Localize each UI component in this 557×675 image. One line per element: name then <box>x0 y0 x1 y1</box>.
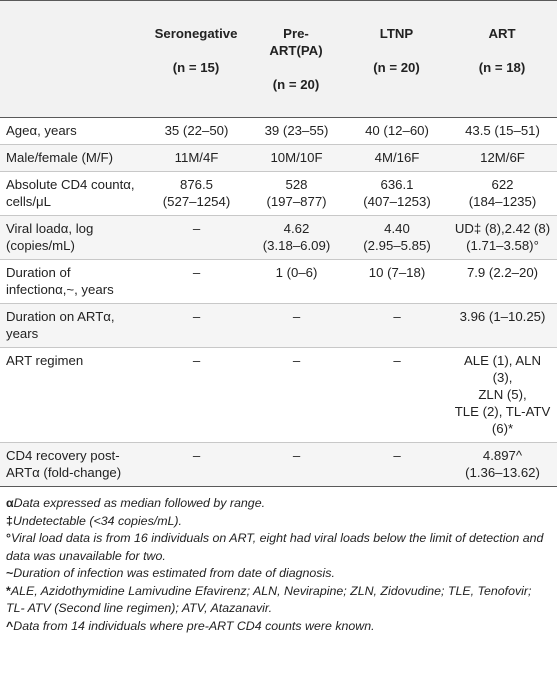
cell-art: UD‡ (8),2.42 (8) (1.71–3.58)° <box>447 216 557 260</box>
cell-pre-art: 1 (0–6) <box>246 260 346 304</box>
header-cell-seronegative <box>146 1 246 118</box>
cell-ltnp: 4.40 (2.95–5.85) <box>346 216 447 260</box>
footnote-symbol: * <box>6 583 11 598</box>
header-n: (n = 20) <box>272 77 320 92</box>
footnote-text: Duration of infection was estimated from date of diagnosis. <box>13 566 335 580</box>
cell-ltnp: 636.1 (407–1253) <box>346 172 447 216</box>
table-row <box>0 443 557 487</box>
table-row <box>0 260 557 304</box>
row-label: Duration on ARTα, years <box>0 304 146 348</box>
row-label: Absolute CD4 countα, cells/μL <box>0 172 146 216</box>
header-n: (n = 20) <box>373 60 420 75</box>
row-label: ART regimen <box>0 348 146 443</box>
table-row <box>0 216 557 260</box>
header-cell-pre-art <box>246 1 346 118</box>
footnote-symbol: ^ <box>6 618 14 633</box>
cell-pre-art: – <box>246 304 346 348</box>
cell-pre-art: – <box>246 348 346 443</box>
cell-ltnp: 40 (12–60) <box>346 118 447 145</box>
footnote-symbol: α <box>6 496 14 510</box>
footnote-text: Undetectable (<34 copies/mL). <box>12 513 182 528</box>
cell-seronegative: – <box>146 304 246 348</box>
header-title: Pre- ART(PA) <box>269 26 323 58</box>
header-title: LTNP <box>379 26 414 41</box>
row-label: CD4 recovery post-ARTα (fold-change) <box>0 443 146 487</box>
header-row <box>0 1 557 118</box>
cell-pre-art: 10M/10F <box>246 145 346 172</box>
table-footnotes <box>0 495 557 635</box>
footnote <box>6 583 547 618</box>
cell-ltnp: 10 (7–18) <box>346 260 447 304</box>
table-row <box>0 172 557 216</box>
cell-seronegative: – <box>146 348 246 443</box>
footnote-text: Viral load data is from 16 individuals on ART, eight had viral loads below the limit of detection and data was unavailable for two. <box>6 531 544 563</box>
cell-seronegative: 35 (22–50) <box>146 118 246 145</box>
footnote <box>6 513 547 531</box>
cell-pre-art: 528 (197–877) <box>246 172 346 216</box>
row-label: Viral loadα, log (copies/mL) <box>0 216 146 260</box>
cell-ltnp: – <box>346 304 447 348</box>
row-label: Ageα, years <box>0 118 146 145</box>
cell-art: 622 (184–1235) <box>447 172 557 216</box>
header-cell-empty <box>0 1 146 118</box>
cell-pre-art: 4.62 (3.18–6.09) <box>246 216 346 260</box>
cell-art: 4.897^ (1.36–13.62) <box>447 443 557 487</box>
table-header <box>0 1 557 118</box>
table-row <box>0 145 557 172</box>
cell-art: ALE (1), ALN (3), ZLN (5), TLE (2), TL-ATV (6)* <box>447 348 557 443</box>
cell-seronegative: – <box>146 443 246 487</box>
table-row <box>0 304 557 348</box>
cell-seronegative: – <box>146 260 246 304</box>
header-cell-art <box>447 1 557 118</box>
cell-ltnp: – <box>346 443 447 487</box>
cell-seronegative: – <box>146 216 246 260</box>
row-label: Duration of infectionα,~, years <box>0 260 146 304</box>
footnote <box>6 618 547 636</box>
footnote-text: Data from 14 individuals where pre-ART CD4 counts were known. <box>13 618 375 633</box>
header-title: Seronegative <box>154 26 238 41</box>
cell-art: 43.5 (15–51) <box>447 118 557 145</box>
header-n: (n = 18) <box>478 60 526 75</box>
cell-ltnp: 4M/16F <box>346 145 447 172</box>
header-n: (n = 15) <box>172 60 220 75</box>
footnote-text: ALE, Azidothymidine Lamivudine Efavirenz; ALN, Nevirapine; ZLN, Zidovudine; TLE, Tenofovir; TL- ATV (Second line regimen); ATV, Atazanavir. <box>6 583 532 615</box>
cell-pre-art: – <box>246 443 346 487</box>
footnote <box>6 495 547 513</box>
cell-art: 12M/6F <box>447 145 557 172</box>
footnote-symbol: ° <box>6 531 11 545</box>
cell-seronegative: 876.5 (527–1254) <box>146 172 246 216</box>
footnote <box>6 565 547 583</box>
cell-art: 7.9 (2.2–20) <box>447 260 557 304</box>
table-row <box>0 118 557 145</box>
footnote-text: Data expressed as median followed by range. <box>13 496 266 510</box>
cell-art: 3.96 (1–10.25) <box>447 304 557 348</box>
footnote <box>6 530 547 565</box>
cell-pre-art: 39 (23–55) <box>246 118 346 145</box>
header-cell-ltnp <box>346 1 447 118</box>
row-label: Male/female (M/F) <box>0 145 146 172</box>
table-row <box>0 348 557 443</box>
footnote-symbol: ‡ <box>6 513 13 528</box>
cell-seronegative: 11M/4F <box>146 145 246 172</box>
footnote-symbol: ~ <box>6 566 14 580</box>
table-body <box>0 118 557 487</box>
header-title: ART <box>488 26 516 41</box>
cell-ltnp: – <box>346 348 447 443</box>
